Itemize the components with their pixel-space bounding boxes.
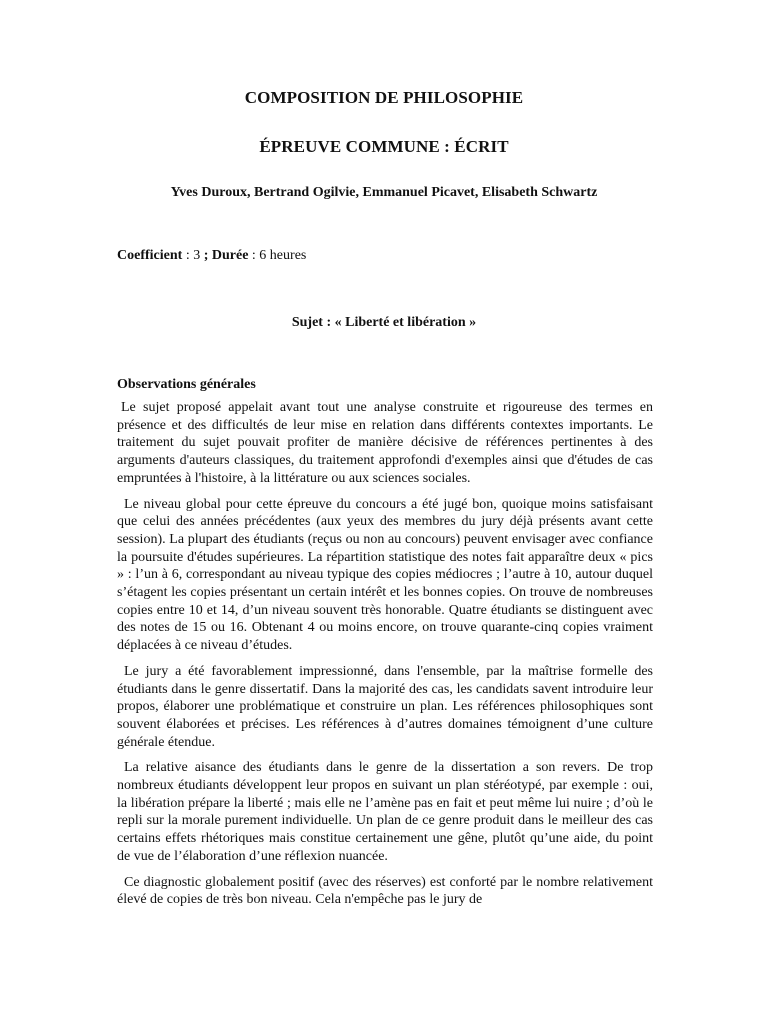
paragraph: Le niveau global pour cette épreuve du concours a été jugé bon, quoique moins satisfaisant que celui des années précédentes (aux yeux des membres du jury déjà présents avant cette session). La plupart des étudiants (reçus ou non au concours) peuvent envisager avec confiance la poursuite d'études supérieures. La répartition statistique des notes fait apparaître deux « pics » : l’un à 6, correspondant au niveau typique des copies médiocres ; l’autre à 10, autour duquel s’étagent les copies présentant un certain intérêt et les bonnes copies. On trouve de nombreuses copies entre 10 et 14, d’un niveau souvent très honorable. Quatre étudiants se distinguent avec des notes de 15 ou 16. Obtenant 4 ou moins encore, on trouve quarante-cinq copies vraiment déplacées à ce niveau d’études. bbox=[117, 496, 653, 654]
duree-label: Durée bbox=[211, 248, 249, 263]
paragraph: Le jury a été favorablement impressionné, dans l'ensemble, par la maîtrise formelle des étudiants dans le genre dissertatif. Dans la majorité des cas, les candidats savent introduire leur propos, élaborer une problématique et construire un plan. Les références philosophiques sont souvent élaborées et précises. Les références à d’autres domaines témoignent d’une culture générale étendue. bbox=[117, 663, 653, 750]
document-subtitle: ÉPREUVE COMMUNE : ÉCRIT bbox=[259, 137, 509, 156]
section-heading: Observations générales bbox=[117, 377, 256, 392]
subject-line: Sujet : « Liberté et libération » bbox=[291, 315, 477, 330]
paragraph: La relative aisance des étudiants dans le genre de la dissertation a son revers. De trop nombreux étudiants développent leur propos en suivant un plan stéréotypé, par exemple : oui, la libération prépare la liberté ; mais elle ne l’amène pas en fait et peut même lui nuire ; d’où le repli sur la morale purement individuelle. Un plan de ce genre produit dans le meilleur des cas certains effets rhétoriques mais constitue certainement une gêne, plutôt qu’une aide, du point de vue de l’élaboration d’une réflexion nuancée. bbox=[117, 760, 653, 864]
paragraph: Le sujet proposé appelait avant tout une analyse construite et rigoureuse des termes en présence et des difficultés de leur mise en relation dans différents contextes importants. Le traitement du sujet pouvait profiter de manière décisive de références pertinentes à des arguments d'auteurs classiques, du traitement approfondi d'exemples ainsi que d'études de cas empruntées à l'histoire, à la littérature ou aux sciences sociales. bbox=[117, 400, 653, 486]
coefficient-label: Coefficient bbox=[117, 248, 183, 263]
paragraph: Ce diagnostic globalement positif (avec des réserves) est conforté par le nombre relativement élevé de copies de très bon niveau. Cela n'empêche pas le jury de bbox=[117, 874, 653, 908]
coefficient-value: : 3 bbox=[182, 248, 204, 263]
document-title: COMPOSITION DE PHILOSOPHIE bbox=[244, 88, 524, 107]
authors-line: Yves Duroux, Bertrand Ogilvie, Emmanuel Picavet, Elisabeth Schwartz bbox=[170, 185, 598, 200]
meta-separator: ; bbox=[203, 248, 212, 263]
duree-value: : 6 heures bbox=[248, 248, 307, 263]
section-body bbox=[117, 399, 653, 917]
coefficient-line bbox=[117, 248, 306, 264]
